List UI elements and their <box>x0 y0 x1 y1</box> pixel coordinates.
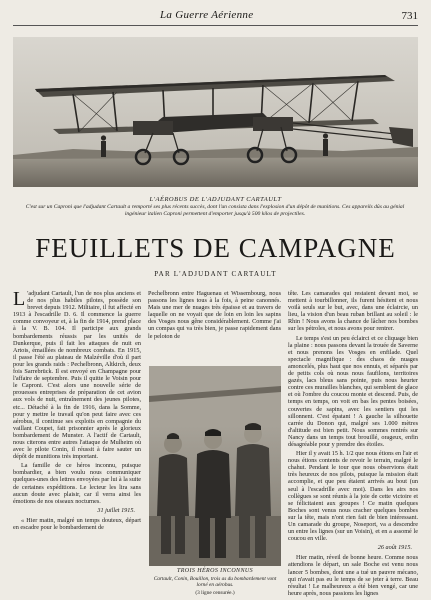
page-number: 731 <box>401 10 418 22</box>
caproni-aerobus-photo <box>13 37 418 187</box>
article-column-1 <box>13 290 141 590</box>
top-photo-caption: C'est sur un Caproni que l'adjudant Cartault a remporté ses plus récents succès, dont l'un consista dans l'explosion d'un dépôt de munitions. Ces appareils dûs au génial ingénieur italien Caproni permettent d'emporter jusqu'à 500 kilos de projectiles. <box>25 204 405 217</box>
article-column-3 <box>288 290 418 597</box>
paragraph: Hier matin, réveil de bonne heure. Comme nous attendions le départ, un sale Boche est venu nous lancer 5 bombes, dont une a tué un pauvre mécano, qui n'avait pas eu le temps de se jeter à terre. Beau résultat ! Le malheureux a été bien vengé, car une heure après, nous passions les lignes <box>288 554 418 597</box>
biplane-illustration <box>13 37 418 187</box>
article-column-2 <box>148 290 281 360</box>
bottom-photo-caption: Cartault, Conin, Bouillon, trois as du bombardement vont lorné en aérobus. <box>153 576 277 588</box>
article-title: FEUILLETS DE CAMPAGNE <box>35 233 396 263</box>
paragraph-text: 'adjudant Cartault, l'un de nos plus anciens et de nos plus habiles pilotes, possède son brevet depuis 1912. Militaire, il fut affecté en 1913 à l'escadrille D. 6. Il commence la guerre comme convoyeur et, à la fin de 1914, prend place à la V. B. 104. Il participe aux grands bombardements réussis par les unités de Dunkerque, puis il fait les attaques de nuit en Artois, émaillées de nombreux combats. En 1915, il passe l'été au plateau de Malzéville d'où il part pour les grands raids : Pechelbronn, Altkirch, deux fois Sarrebrück. Il est envoyé en Champagne pour l'affaire de septembre. Puis il quitte le Voisin pour le Caproni. C'est alors une nouvelle série de prouesses entreprises de préparation de cet avion aux vols de nuit, entraînement des jeunes pilotes, etc... Détaché à la fin de 1916, dans la Somme, pour y mettre le travail qu'on peut faire avec ces aérobus, il continue ses exploits en compagnie du vaillant Coupet, fait prisonnier après le glorieux bombardement de Munster. A l'actif de Cartault, nous citerons entre autres l'attaque de Mulheim où avec le pilote Conin, il réussit à faire sauter un dépôt de munitions très important. <box>13 290 141 461</box>
header-rule <box>13 25 418 26</box>
three-heroes-photo <box>149 366 281 566</box>
paragraph: « Hier matin, malgré un temps douteux, départ en escadre pour le bombardement de <box>13 516 141 531</box>
paragraph: tête. Les camarades qui restaient devant moi, se mettent à tourbillonner, ils furent hésitent et nous voilà seuls sur le but, avec, dans une éclaircie, un lieu, la vision d'un beau ruban brillant au soleil : le Rhin ! Nous avons la chance de lâcher nos bombes sur les pétroles, et nous avons pour rentrer. <box>288 290 418 333</box>
drop-cap: L <box>13 288 26 310</box>
letter-date: 26 août 1915. <box>377 544 412 552</box>
paragraph: La famille de ce héros inconnu, puisque bombardier, a bien voulu nous communiquer quelques-unes des lettres envoyées par lui à la suite de certaines expéditions. Le lecteur les lira sans aucun doute avec plaisir, car il verra ainsi les émotions de nos oiseaux nocturnes. <box>13 462 141 505</box>
page-header <box>0 4 431 26</box>
article-byline: PAR L'ADJUDANT CARTAULT <box>154 270 277 278</box>
letter-date: 31 juillet 1915. <box>97 506 135 514</box>
paragraph: Pechelbronn entre Haguenau et Wissembourg, nous passons les lignes tous à la fois, à peine canonnés. Mais une mer de nuages très épaisse et au travers de laquelle on ne voyait que de loin en loin les sapins des Vosges nous gêne considérablement. Comme j'ai un compas qui va très bien, je passe rapidement dans le peloton de <box>148 290 281 340</box>
bottom-photo-caption-title: TROIS HÉROS INCONNUS <box>176 568 253 574</box>
paragraph: Hier il y avait 15 h. 1/2 que nous étions en l'air et nous étions contents de revoir le terrain, malgré le chahut. Pendant le tour que nous observions était très heureux de nos pilots, puisque la mission était accomplie, et que peu étaient arrivés au bout (un seul à l'escadrille avec moi). Dans les airs nos collègues se sont réunis à la joie de cette victoire et se félicitaient aux groupes ! Ce matin quelques Boches sont venus nous cracher quelques bombes sur la tête, mais n'ont rien fait de bien intéressant. Un camarade du groupe, Noseport, va a descendre un entre les lignes (sur un Voisin), et en a assomé le coucou en ville. <box>288 450 418 543</box>
paragraph <box>13 290 141 460</box>
top-photo-caption-title: L'AÉROBUS DE L'ADJUDANT CARTAULT <box>149 196 282 203</box>
censorship-note: (3 ligne censurée.) <box>195 590 235 596</box>
paragraph: Le temps s'est un peu éclairci et ce cliquage bien la plaine : nous passons devant la trouée de Saverne et nous prenons les Vosges en enfilade. Quel spectacle magnifique : des chaos de nuages amoncelés, plus haut que nos ennuis, et séparés par de petits cols où nous nous faufilons, territoires gazés, lacs bleus sans pointe, puis nous heurter contre ces murailles blanches, qui semblent de glace et où l'ombre du coucou monte et descend. Puis, de temps en temps, on voit en bas les pentes boisées, couvertes de sapins, avec les sentiers qui les sillonnent. C'est épatant ! A gauche la silhouette carrée du Donon qui, malgré ses 1.000 mètres d'altitude est bien petit. Nous sommes rentrés sur Nancy dans un temps tout brouillé, orageux, enfin désagréable pour y prendre des étoiles. <box>288 334 418 448</box>
three-aviators-illustration <box>149 366 281 566</box>
masthead: La Guerre Aérienne <box>160 9 254 21</box>
